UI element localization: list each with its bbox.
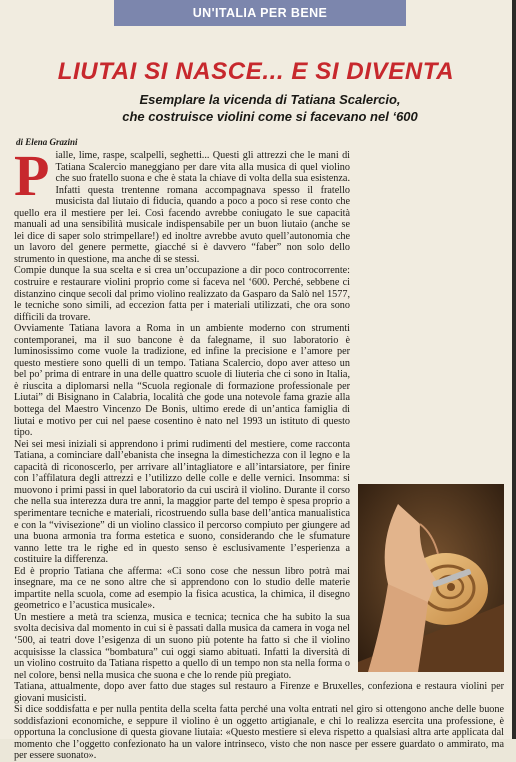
paragraph: Compie dunque la sua scelta e si crea un’occupazione a dir poco controcorrente: costruire e restaurare violini proprio come si faceva nel ‘600. Perché, sebbene ci distanzino cinque secoli dal primo violino realizzato da Gasparo da Salò nel 1577, le tecniche sono simili, ad eccezion fatta per i materiali utilizzati, che ora sono difficili da trovare. xyxy=(14,265,350,323)
section-header: UN'ITALIA PER BENE xyxy=(114,0,406,26)
byline: di Elena Grazini xyxy=(16,137,78,147)
paragraph: ialle, lime, raspe, scalpelli, seghetti... Questi gli attrezzi che le mani di Tatiana Scalercio maneggiano per dare vita alla musica di quel violino che suo fratello suona e che è stata la chiave di volta della sua esistenza. Infatti questa trentenne romana accompagnava spesso il fratello musicista dal liutaio di fiducia, quando a poco a poco si rese conto che quello era il mestiere per lei. Così facendo avrebbe coniugato le sue capacità manuali ad una sensibilità musicale indispensabile per un buon liutaio (anche se lei dice di saper solo strimpellare!) ed inoltre avrebbe avuto quell’autonomia che un lavoro del genere permette, giacché si è davvero “faber” non solo dello strumento in questione, ma anche di se stessi. xyxy=(14,150,350,265)
paragraph: Tatiana, attualmente, dopo aver fatto due stages sul restauro a Firenze e Bruxelles, confeziona e restaura violini per giovani musicisti. xyxy=(14,681,504,704)
subtitle-line: che costruisce violini come si facevano nel ‘600 xyxy=(122,109,418,124)
article-title: LIUTAI SI NASCE... E SI DIVENTA xyxy=(57,58,455,85)
paragraph: Nei sei mesi iniziali si apprendono i primi rudimenti del mestiere, come racconta Tatiana, a cominciare dall’ebanista che insegna la dimestichezza con il legno e la capacità di riconoscerlo, per arrivare all’intagliatore e all’intarsiatore, per finire con l’affilatura degli attrezzi e l’utilizzo delle colle e delle vernici. Insomma: si muovono i primi passi in quel laboratorio da cui uscirà il violino. Durante il corso che nella sua interezza dura tre anni, la maggior parte del tempo è spesa proprio a sperimentare tecniche e materiali, ricostruendo sulla base dell’antica manualistica e con la “vivisezione” di un violino classico il percorso compiuto per giungere ad una buona armonia tra forma estetica e suono, considerando che le sfumature vanno lette tra le righe ed in questo senso è esclusivamente l’esperienza a costituire la differenza. xyxy=(14,438,350,566)
violin-scroll-photo xyxy=(358,484,504,672)
article-subtitle xyxy=(60,91,480,125)
paragraph: Ed è proprio Tatiana che afferma: «Ci sono cose che nessun libro potrà mai insegnare, ma ce ne sono altre che si apprendono con lo studio delle materie impartite nella scuola, come ad esempio la fisica acustica, la chimica, il disegno geometrico e l’acustica musicale». xyxy=(14,565,350,612)
paragraph: Un mestiere a metà tra scienza, musica e tecnica; tecnica che ha subito la sua svolta decisiva dal momento in cui si è passati dalla musica da camera in voga nel ‘500, ai teatri dove l’esigenza di un suono più potente ha fatto sì che il violino acquisisse la classica “bombatura” cui oggi siamo abituati. Infatti la diversità di un violino costruito da Tatiana rispetto a quello di un tempo non sta nella forma o nel colore, bensì nella musica che suona e che lo rende più pregiato. xyxy=(14,611,350,681)
paragraph: Si dice soddisfatta e per nulla pentita della scelta fatta perché una volta entrati nel giro si ottengono anche delle buone soddisfazioni economiche, e seppure il violino è un oggetto artigianale, e chi lo realizza esercita una professione, è opportuna la conclusione di questa giovane liutaia: «Questo mestiere si eleva rispetto a qualsiasi altra arte applicata dal momento che l’oggetto confezionato ha un valore intrinseco, visto che non nasce per essere guardato o ammirato, ma per essere suonato». xyxy=(14,704,504,762)
subtitle-line: Esemplare la vicenda di Tatiana Scalercio, xyxy=(139,92,401,107)
article-body xyxy=(14,143,504,762)
drop-cap: P xyxy=(14,143,50,208)
paragraph: Ovviamente Tatiana lavora a Roma in un ambiente moderno con strumenti contemporanei, ma il suo bancone è da falegname, il suo laboratorio è luminosissimo come vuole la tradizione, ed infine la precisione e l’amore per questo mestiere sono quelli di un tempo. Tatiana Scalercio, dopo aver atteso un bel po’ prima di entrare in una delle quattro scuole di liuteria che ci sono in Italia, è riuscita a diplomarsi nella “Scuola regionale di formazione professionale per Liutai” di Bisignano in Calabria, località che gode una notevole fama grazie alla bottega del Maestro Vincenzo De Bonis, ultimo erede di un’antica famiglia di liutai e motivo per cui nel paese cosentino è nato nel 1993 un istituto di questo tipo. xyxy=(14,323,350,439)
